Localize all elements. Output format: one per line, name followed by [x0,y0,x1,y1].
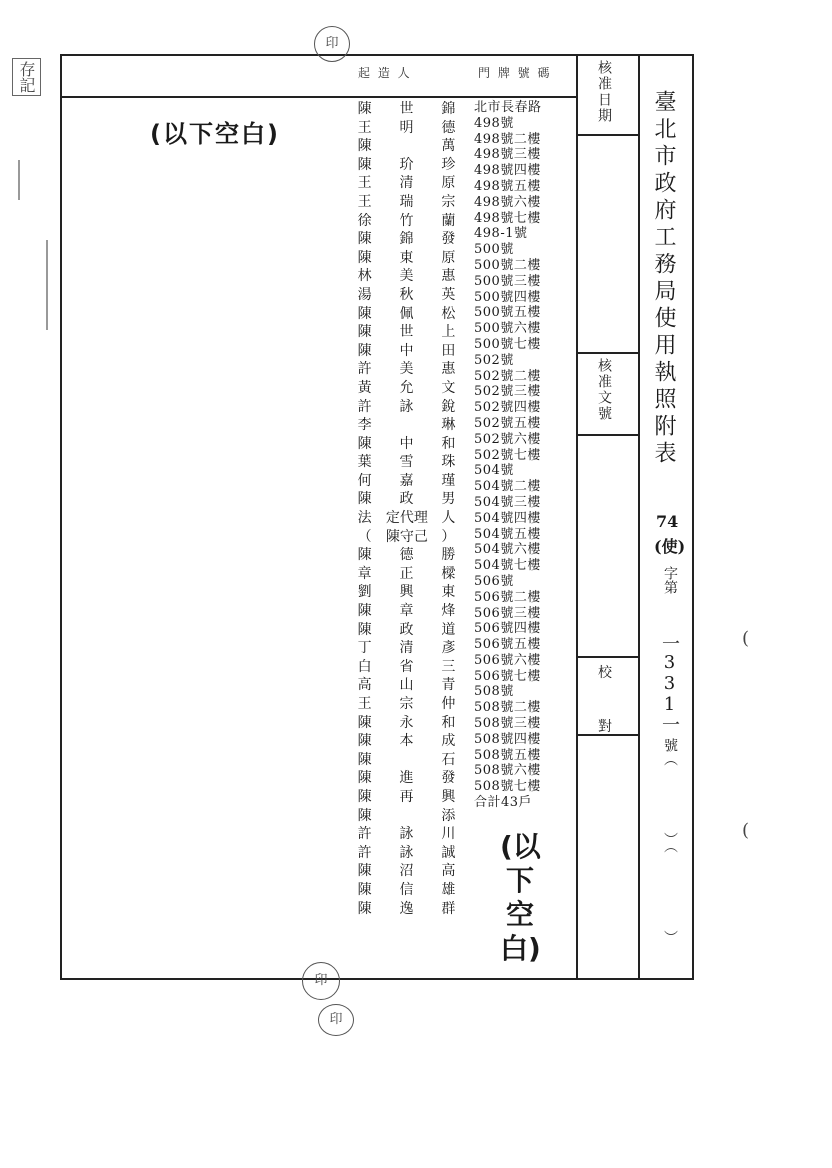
owner-cell [386,751,427,770]
owner-header: 起 造 人 [358,66,412,80]
address-row: 506號五樓 [474,637,541,653]
owner-row [344,156,469,175]
rule-date [578,134,638,136]
owner-cell: 林 [357,268,372,285]
address-row: 508號四樓 [474,731,541,747]
owner-cell: 美 [399,361,414,378]
owner-cell: ） [441,528,456,545]
owner-cell: 彥 [441,640,456,657]
owner-cell: 白 [357,658,372,675]
owner-cell: 琳 [441,417,456,434]
owner-cell: 美 [399,268,414,285]
owner-row [344,658,469,677]
owner-cell: 陳 [357,751,372,768]
owner-cell: 省 [399,658,414,675]
column-divider-title [638,54,640,980]
address-row: 502號三樓 [474,384,541,400]
owner-cell: 珠 [441,454,456,471]
owner-cell: 王 [357,175,372,192]
volume-number: 74 [656,512,679,531]
owner-cell: 瑾 [441,472,456,489]
address-row: 508號六樓 [474,763,541,779]
owner-cell: 定代理 [385,510,428,527]
address-row: 506號七樓 [474,668,541,684]
owner-row [344,639,469,658]
owner-cell: 章 [399,603,414,620]
rule-check-top [578,656,638,658]
owner-cell: 仲 [441,696,456,712]
number-suffix: 號（ [662,738,678,766]
address-row: 504號七樓 [474,558,541,574]
owner-cell: 興 [441,788,456,805]
owner-row [344,862,469,881]
paren-group-b: ） [662,930,678,944]
address-row: 506號三樓 [474,605,541,621]
owner-cell: 章 [357,565,372,582]
blank-char: 下 [505,864,534,897]
owner-cell: 許 [357,361,372,378]
owner-cell: 添 [441,807,456,824]
owner-cell: 陳 [357,305,372,322]
approval-date-label: 核准日期 [596,60,612,124]
address-row: 502號七樓 [474,447,541,463]
owner-row [344,286,469,305]
owner-cell: 王 [357,193,372,210]
owner-cell: 詠 [399,826,414,843]
margin-stamp: 存記 [12,58,41,96]
owner-row [344,305,469,324]
owner-cell: 誠 [441,844,456,861]
owner-row [344,379,469,398]
owner-row [344,676,469,695]
owner-cell: 宗 [441,193,456,210]
address-row: 498號六樓 [474,194,541,210]
address-row: 498號七樓 [474,210,541,226]
owner-cell: 陳 [357,863,372,880]
scan-mark [46,240,48,330]
owner-cell: 上 [441,324,456,341]
owner-row [344,751,469,770]
address-row: 498號二樓 [474,131,541,147]
owner-row [344,267,469,286]
owner-row [344,714,469,733]
seal-stamp-bottom: 印 [302,962,340,1000]
owner-row [344,119,469,138]
owner-cell: 松 [441,305,456,322]
blank-char: (以 [500,830,541,863]
address-row: 508號七樓 [474,779,541,795]
owner-cell: 錦 [399,231,414,248]
owner-cell: 陳 [357,547,372,564]
owner-cell: 再 [399,788,414,805]
owner-cell: 勝 [441,547,456,564]
owner-cell: 高 [441,863,456,880]
address-row: 502號六樓 [474,431,541,447]
owner-cell: 許 [357,826,372,843]
address-row: 504號二樓 [474,479,541,495]
owner-row [344,435,469,454]
owner-cell: 文 [441,379,456,396]
address-row: 502號五樓 [474,415,541,431]
address-row: 508號三樓 [474,716,541,732]
owner-cell: 湯 [357,286,372,303]
char-label: 字第 [662,566,678,594]
doc-number: 一331一 [659,634,680,733]
address-row: 504號三樓 [474,494,541,510]
owner-row [344,546,469,565]
address-row: 498號三樓 [474,147,541,163]
owner-cell: 嘉 [399,472,414,489]
address-row: 合計43戶 [474,795,533,811]
address-row: 500號五樓 [474,305,541,321]
owner-row [344,825,469,844]
owner-cell: 竹 [399,212,414,229]
owner-cell: 本 [399,733,414,750]
owner-cell: 黃 [357,379,372,396]
blank-note-vertical [500,830,540,966]
owner-cell: 佩 [399,305,414,322]
owner-cell: 陳 [357,770,372,787]
address-row: 500號二樓 [474,257,541,273]
owner-cell: 雪 [399,454,414,471]
owner-cell: 許 [357,844,372,861]
owner-cell: 陳 [357,714,372,731]
owner-row [344,174,469,193]
owner-cell: 明 [399,119,414,136]
owner-cell: 陳 [357,435,372,452]
address-row: 508號五樓 [474,747,541,763]
owner-row [344,509,469,528]
owner-cell: 政 [399,621,414,638]
check-label: 校 [598,665,614,681]
address-row: 508號二樓 [474,700,541,716]
owner-cell: 蘭 [441,212,456,229]
owner-list [344,100,469,918]
owner-cell: 德 [441,119,456,136]
owner-row [344,212,469,231]
owner-cell: 陳 [357,788,372,805]
owner-cell: 樑 [441,565,456,582]
owner-cell: 沼 [399,863,414,880]
owner-row [344,565,469,584]
owner-cell: 陳 [357,231,372,248]
owner-cell: 陳 [357,881,372,898]
owner-cell: 川 [441,826,456,843]
owner-row [344,807,469,826]
owner-row [344,323,469,342]
owner-cell: 陳 [357,733,372,750]
owner-cell: （ [357,528,372,545]
owner-cell: 宗 [399,696,414,712]
owner-row [344,881,469,900]
paren-group-a: ）（ [662,832,678,853]
address-row: 500號七樓 [474,336,541,352]
blank-char: 空 [505,898,534,931]
check-label-2: 對 [598,719,614,735]
owner-row [344,528,469,547]
owner-cell: 和 [441,435,456,452]
owner-cell: 錦 [441,101,456,117]
owner-cell: 珍 [441,156,456,173]
address-row: 498號 [474,115,514,131]
address-row: 500號 [474,242,514,258]
owner-row [344,602,469,621]
owner-row [344,230,469,249]
owner-cell: 人 [441,510,456,527]
owner-cell: 徐 [357,212,372,229]
owner-row [344,193,469,212]
address-row: 506號 [474,573,514,589]
owner-cell: 青 [441,677,456,694]
header-rule [62,96,576,98]
owner-cell: 陳 [357,807,372,824]
address-row: 506號四樓 [474,621,541,637]
owner-cell: 清 [399,175,414,192]
owner-row [344,788,469,807]
owner-row [344,398,469,417]
owner-row [344,695,469,714]
owner-cell: 三 [441,658,456,675]
owner-cell: 和 [441,714,456,731]
owner-cell: 陳 [357,138,372,155]
address-row: 504號五樓 [474,526,541,542]
owner-cell: 田 [441,342,456,359]
address-row: 504號 [474,463,514,479]
owner-row [344,621,469,640]
owner-cell: 信 [399,881,414,898]
owner-cell: 瑞 [399,193,414,210]
owner-cell: 中 [399,342,414,359]
approval-doc-label: 核准文號 [596,358,612,422]
address-list [474,100,584,811]
owner-row [344,342,469,361]
owner-cell: 王 [357,696,372,712]
owner-cell: 德 [399,547,414,564]
margin-paren-mark: ( [742,628,750,649]
owner-row [344,453,469,472]
owner-cell: 道 [441,621,456,638]
owner-cell: 陳 [357,603,372,620]
owner-cell: 惠 [441,268,456,285]
owner-cell: 原 [441,249,456,266]
owner-row [344,844,469,863]
owner-cell: 發 [441,770,456,787]
scan-mark [18,160,20,200]
owner-cell: 葉 [357,454,372,471]
form-title: 臺北市政府工務局使用執照附表 [651,90,676,468]
owner-row [344,769,469,788]
owner-cell: 英 [441,286,456,303]
owner-cell: 銳 [441,398,456,415]
owner-cell: 東 [399,249,414,266]
owner-row [344,360,469,379]
owner-cell [386,807,427,826]
owner-row [344,583,469,602]
owner-row [344,249,469,268]
owner-cell: 群 [441,900,456,917]
owner-cell: 東 [441,584,456,601]
owner-cell: 世 [399,101,414,117]
address-row: 北市長春路 [474,100,542,115]
owner-cell: 世 [399,324,414,341]
owner-cell: 法 [357,510,372,527]
owner-cell: 詠 [399,844,414,861]
owner-cell: 清 [399,640,414,657]
owner-cell: 何 [357,472,372,489]
address-row: 498號五樓 [474,178,541,194]
owner-cell: 惠 [441,361,456,378]
address-row: 508號 [474,684,514,700]
owner-cell: 陳 [357,900,372,917]
address-row: 498號四樓 [474,163,541,179]
owner-row [344,137,469,156]
owner-row [344,472,469,491]
owner-row [344,900,469,919]
owner-cell: 王 [357,119,372,136]
owner-cell: 陳 [357,342,372,359]
owner-row [344,416,469,435]
owner-cell: 成 [441,733,456,750]
owner-cell: 發 [441,231,456,248]
owner-cell: 石 [441,751,456,768]
owner-cell: 陳 [357,491,372,508]
owner-cell: 山 [399,677,414,694]
owner-cell: 李 [357,417,372,434]
owner-cell: 正 [399,565,414,582]
owner-cell: 玠 [399,156,414,173]
address-row: 500號四樓 [474,289,541,305]
address-row: 506號六樓 [474,652,541,668]
owner-cell: 允 [399,379,414,396]
rule-doc-top [578,352,638,354]
owner-cell: 陳守己 [385,528,428,545]
blank-note: (以下空白) [150,120,280,148]
owner-cell: 烽 [441,603,456,620]
owner-cell: 陳 [357,156,372,173]
volume-sub: (使) [654,537,686,556]
address-row: 506號二樓 [474,589,541,605]
owner-cell: 陳 [357,249,372,266]
owner-cell: 丁 [357,640,372,657]
margin-paren-mark: ( [742,820,750,841]
owner-cell: 中 [399,435,414,452]
owner-cell: 興 [399,584,414,601]
owner-row [344,732,469,751]
owner-cell: 永 [399,714,414,731]
owner-cell: 男 [441,491,456,508]
owner-cell [386,137,427,156]
address-row: 502號二樓 [474,368,541,384]
address-row: 504號六樓 [474,542,541,558]
owner-cell: 雄 [441,881,456,898]
address-row: 500號三樓 [474,273,541,289]
owner-cell: 陳 [357,101,372,117]
owner-cell: 劉 [357,584,372,601]
address-header: 門 牌 號 碼 [478,66,552,80]
address-row: 502號四樓 [474,400,541,416]
address-row: 500號六樓 [474,321,541,337]
owner-cell: 原 [441,175,456,192]
owner-cell: 政 [399,491,414,508]
seal-stamp-bottom-2: 印 [318,1004,354,1036]
blank-char: 白) [500,932,541,965]
address-row: 502號 [474,352,514,368]
owner-cell: 陳 [357,621,372,638]
owner-cell: 進 [399,770,414,787]
owner-cell: 詠 [399,398,414,415]
owner-row [344,100,469,119]
owner-cell: 逸 [399,900,414,917]
owner-cell [386,416,427,435]
owner-cell: 萬 [441,138,456,155]
owner-cell: 高 [357,677,372,694]
rule-doc [578,434,638,436]
owner-cell: 秋 [399,286,414,303]
owner-cell: 陳 [357,324,372,341]
address-row: 498-1號 [474,226,528,242]
seal-stamp-top: 印 [314,26,350,62]
owner-cell: 許 [357,398,372,415]
owner-row [344,490,469,509]
address-row: 504號四樓 [474,510,541,526]
